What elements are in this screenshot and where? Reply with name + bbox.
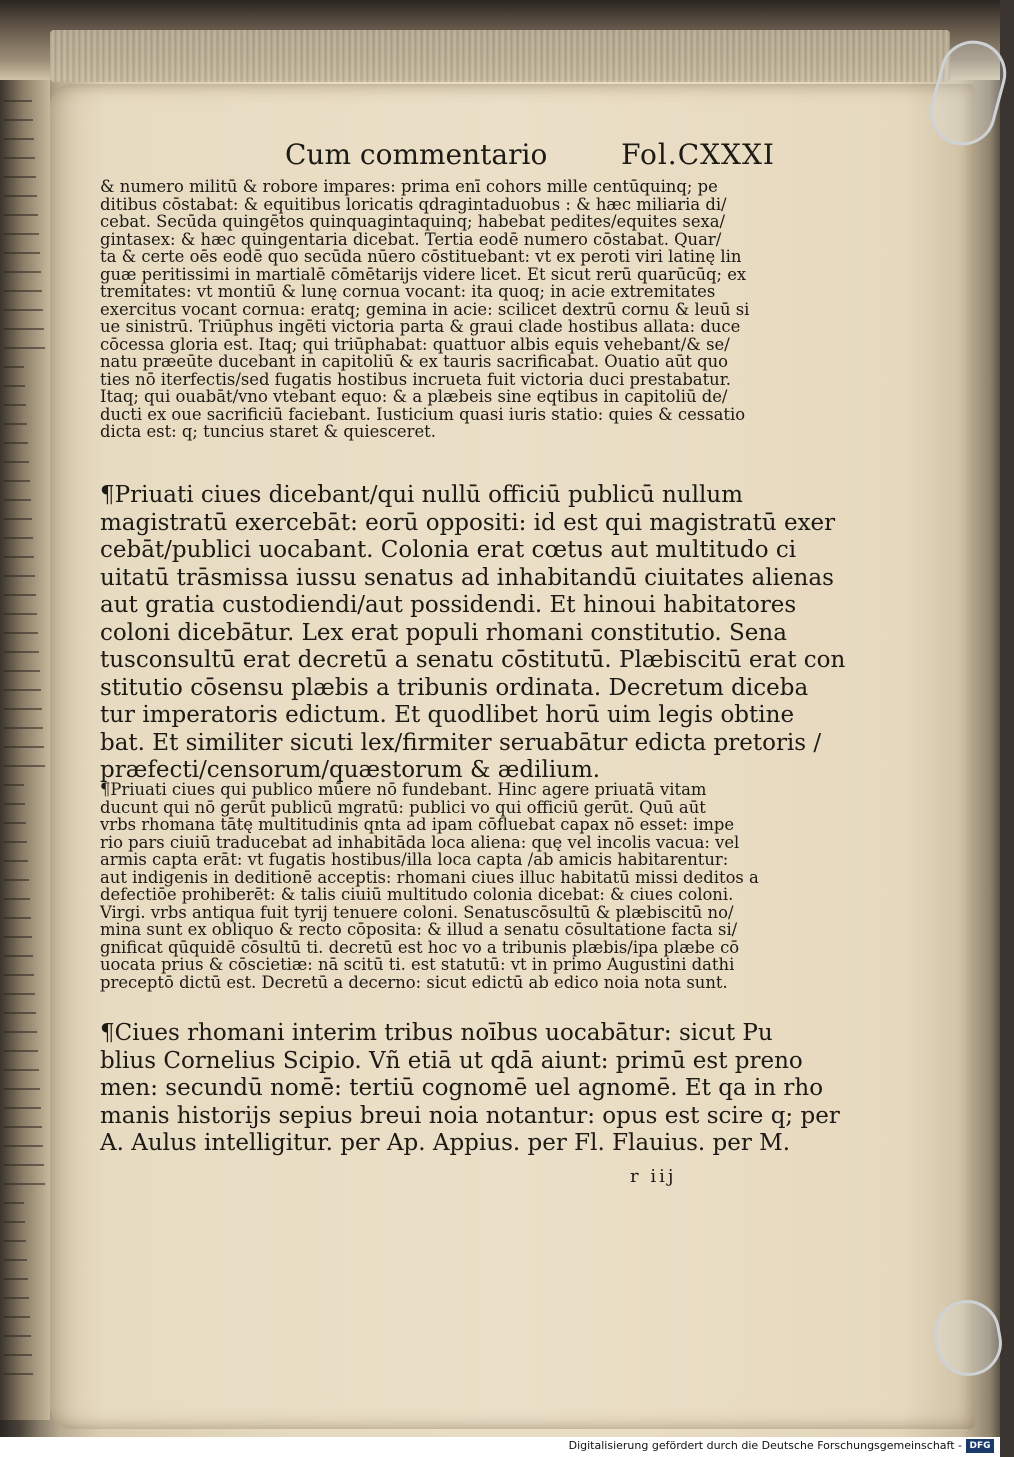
- signature-mark: r iij: [630, 1166, 677, 1187]
- text-line: dicta est: q; tuncius staret & quiesceret.: [100, 422, 436, 441]
- text-line: defectiōe prohiberēt: & talis ciuiū multitudo colonia dicebat: & ciues coloni.: [100, 885, 734, 904]
- text-line: ta & certe oēs eodē quo secūda nūero cōstituebant: vt ex peroti viri latinę lin: [100, 247, 742, 266]
- text-line: exercitus vocant cornua: eratq; gemina in acie: scilicet dextrū cornu & leuū si: [100, 299, 750, 319]
- text-line: armis capta erāt: vt fugatis hostibus/illa loca capta /ab amicis habitarentur:: [100, 850, 729, 869]
- left-page-text-strip: [4, 290, 42, 292]
- text-line: preceptō dictū est. Decretū a decerno: sicut edictū ab edico noia nota sunt.: [100, 972, 728, 992]
- text-line: Virgi. vrbs antiqua fuit tyrij tenuere coloni. Senatuscōsultū & plæbiscitū no/: [100, 902, 734, 922]
- left-page-text-strip: [4, 689, 41, 691]
- left-page-text-strip: [4, 347, 45, 349]
- text-line: bat. Et similiter sicuti lex/firmiter seruabātur edicta pretoris /: [100, 729, 822, 756]
- text-line: men: secundū nomē: tertiū cognomē uel agnomē. Et qa in rho: [100, 1075, 824, 1101]
- left-page-text-strip: [4, 822, 26, 824]
- text-line: tusconsultū erat decretū a senatu cōstitutū. Plæbiscitū erat con: [100, 647, 846, 673]
- left-page-text-strip: [4, 727, 43, 729]
- left-page-text-strip: [4, 1316, 30, 1318]
- left-page-text-strip: [4, 670, 40, 672]
- digitization-footer: [0, 1437, 1000, 1457]
- left-page-text-strip: [4, 841, 27, 843]
- left-page-text-strip: [4, 1221, 25, 1223]
- left-page-text-strip: [4, 1031, 37, 1033]
- text-line: uocata prius & cōscietiæ: nā scitū ti. est statutū: vt in primo Augustini dathi: [100, 955, 735, 974]
- text-line: rio pars ciuiū traducebat ad inhabitāda loca aliena: quę vel incolis vacua: vel: [100, 832, 740, 852]
- left-page-text-strip: [4, 309, 43, 311]
- left-page-text-strip: [4, 613, 37, 615]
- main-text-block-2: [100, 1020, 840, 1158]
- left-page-text-strip: [4, 1012, 36, 1014]
- left-page-text-strip: [4, 537, 33, 539]
- left-page-text-strip: [4, 1069, 39, 1071]
- left-page-text-strip: [4, 556, 34, 558]
- running-head: Cum commentario: [285, 138, 548, 171]
- left-page-text-strip: [4, 594, 36, 596]
- text-line: ducti ex oue sacrificiū faciebant. Iusticium quasi iuris statio: quies & cessatio: [100, 404, 746, 424]
- text-line: ue sinistrū. Triūphus ingēti victoria parta & graui clade hostibus allata: duce: [100, 317, 741, 336]
- text-line: gintasex: & hæc quingentaria dicebat. Tertia eodē numero cōstabat. Quar/: [100, 229, 722, 249]
- text-line: manis historijs sepius breui noia notantur: opus est scire q; per: [100, 1102, 840, 1129]
- dfg-logo: DFG: [966, 1439, 994, 1453]
- text-line: ducunt qui nō gerūt publicū mgratū: publici vo qui officiū gerūt. Quū aūt: [100, 797, 706, 817]
- text-line: guæ peritissimi in martialē cōmētarijs videre licet. Et sicut rerū quarūcūq; ex: [100, 264, 747, 284]
- left-page-text-strip: [4, 632, 38, 634]
- left-page-text-strip: [4, 499, 31, 501]
- left-page-text-strip: [4, 328, 44, 330]
- page-header: [285, 138, 775, 178]
- commentary-block-2: [100, 781, 760, 991]
- left-page-edge: [0, 80, 50, 1420]
- left-page-text-strip: [4, 1278, 28, 1280]
- folio-number: Fol.CXXXI: [621, 138, 775, 171]
- left-page-text-strip: [4, 803, 25, 805]
- left-page-text-strip: [4, 518, 32, 520]
- left-page-text-strip: [4, 1240, 26, 1242]
- funding-credit: Digitalisierung gefördert durch die Deutsche Forschungsgemeinschaft -: [568, 1439, 962, 1452]
- text-line: cebāt/publici uocabant. Colonia erat cœtus aut multitudo ci: [100, 537, 797, 563]
- left-page-text-strip: [4, 271, 41, 273]
- text-line: cōcessa gloria est. Itaq; qui triūphabat: quattuor albis equis vehebant/& se/: [100, 334, 730, 354]
- left-page-text-strip: [4, 1373, 33, 1375]
- left-page-text-strip: [4, 195, 37, 197]
- left-page-text-strip: [4, 1126, 42, 1128]
- left-page-text-strip: [4, 480, 30, 482]
- left-page-text-strip: [4, 898, 30, 900]
- left-page-text-strip: [4, 233, 39, 235]
- left-page-text-strip: [4, 651, 39, 653]
- left-page-text-strip: [4, 1297, 29, 1299]
- text-line: ties nō iterfectis/sed fugatis hostibus incrueta fuit victoria duci prestabatur.: [100, 369, 731, 389]
- left-page-text-strip: [4, 917, 31, 919]
- text-line: natu præeūte ducebant in capitoliū & ex tauris sacrificabat. Ouatio aūt quo: [100, 352, 728, 371]
- left-page-text-strip: [4, 366, 24, 368]
- left-page-text-strip: [4, 974, 34, 976]
- text-line: aut indigenis in deditionē acceptis: rhomani ciues illuc habitatū missi deditos a: [100, 867, 759, 887]
- text-line: vrbs rhomana tātę multitudinis qnta ad ipam cōfluebat capax nō esset: impe: [100, 815, 735, 834]
- text-line: uitatū trāsmissa iussu senatus ad inhabitandū ciuitates alienas: [100, 564, 834, 591]
- left-page-text-strip: [4, 1050, 38, 1052]
- left-page-text-strip: [4, 1145, 43, 1147]
- text-line: blius Cornelius Scipio. Vñ etiā ut qdā aiunt: primū est preno: [100, 1047, 803, 1074]
- text-line: tur imperatoris edictum. Et quodlibet horū uim legis obtine: [100, 702, 795, 728]
- main-text-block-1: [100, 482, 846, 785]
- text-line: A. Aulus intelligitur. per Ap. Appius. per Fl. Flauius. per M.: [100, 1130, 791, 1156]
- left-page-text-strip: [4, 784, 24, 786]
- text-line: tremitates: vt montiū & lunę cornua vocant: ita quoq; in acie extremitates: [100, 282, 716, 301]
- left-page-text-strip: [4, 860, 28, 862]
- text-line: stitutio cōsensu plæbis a tribunis ordinata. Decretum diceba: [100, 674, 809, 701]
- left-page-text-strip: [4, 1259, 27, 1261]
- left-page-text-strip: [4, 1107, 41, 1109]
- text-line: ditibus cōstabat: & equitibus loricatis qdragintaduobus : & hæc miliaria di/: [100, 194, 727, 214]
- left-page-text-strip: [4, 955, 33, 957]
- left-page-text-strip: [4, 1164, 44, 1166]
- left-page-text-strip: [4, 936, 32, 938]
- left-page-text-strip: [4, 1183, 45, 1185]
- left-page-text-strip: [4, 157, 35, 159]
- left-page-text-strip: [4, 385, 25, 387]
- left-page-text-strip: [4, 708, 42, 710]
- page-block-edge: [50, 30, 950, 82]
- left-page-text-strip: [4, 461, 29, 463]
- text-line: mina sunt ex obliquo & recto cōposita: & illud a senatu cōsultatione facta si/: [100, 920, 738, 939]
- left-page-text-strip: [4, 442, 28, 444]
- text-line: ¶Priuati ciues dicebant/qui nullū officiū publicū nullum: [100, 482, 743, 508]
- text-line: coloni dicebātur. Lex erat populi rhomani constitutio. Sena: [100, 619, 787, 646]
- text-line: Itaq; qui ouabāt/vno vtebant equo: & a plæbeis sine eqtibus in capitoliū de/: [100, 387, 728, 406]
- left-page-text-strip: [4, 404, 26, 406]
- left-page-text-strip: [4, 993, 35, 995]
- text-line: magistratū exercebāt: eorū oppositi: id est qui magistratū exer: [100, 509, 836, 536]
- text-line: cebat. Secūda quingētos quinquagintaquinq; habebat pedites/equites sexa/: [100, 212, 726, 231]
- text-line: & numero militū & robore impares: prima enī cohors mille centūquinq; pe: [100, 177, 718, 196]
- left-page-text-strip: [4, 575, 35, 577]
- left-page-text-strip: [4, 1088, 40, 1090]
- left-page-text-strip: [4, 138, 34, 140]
- text-line: ¶Priuati ciues qui publico mūere nō fundebant. Hinc agere priuatā vitam: [100, 780, 707, 799]
- left-page-text-strip: [4, 1354, 32, 1356]
- left-page-text-strip: [4, 879, 29, 881]
- left-page-text-strip: [4, 423, 27, 425]
- text-line: ¶Ciues rhomani interim tribus noībus uocabātur: sicut Pu: [100, 1020, 773, 1046]
- text-line: aut gratia custodiendi/aut possidendi. Et hinoui habitatores: [100, 592, 797, 618]
- commentary-block-1: [100, 178, 760, 441]
- left-page-text-strip: [4, 100, 32, 102]
- left-page-text-strip: [4, 214, 38, 216]
- left-page-text-strip: [4, 252, 40, 254]
- left-page-text-strip: [4, 176, 36, 178]
- text-line: præfecti/censorum/quæstorum & ædilium.: [100, 757, 601, 783]
- left-page-text-strip: [4, 1202, 24, 1204]
- text-line: gnificat qūquidē cōsultū ti. decretū est hoc vo a tribunis plæbis/ipa plæbe cō: [100, 937, 740, 957]
- left-page-text-strip: [4, 1335, 31, 1337]
- left-page-text-strip: [4, 765, 45, 767]
- left-page-text-strip: [4, 746, 44, 748]
- left-page-text-strip: [4, 119, 33, 121]
